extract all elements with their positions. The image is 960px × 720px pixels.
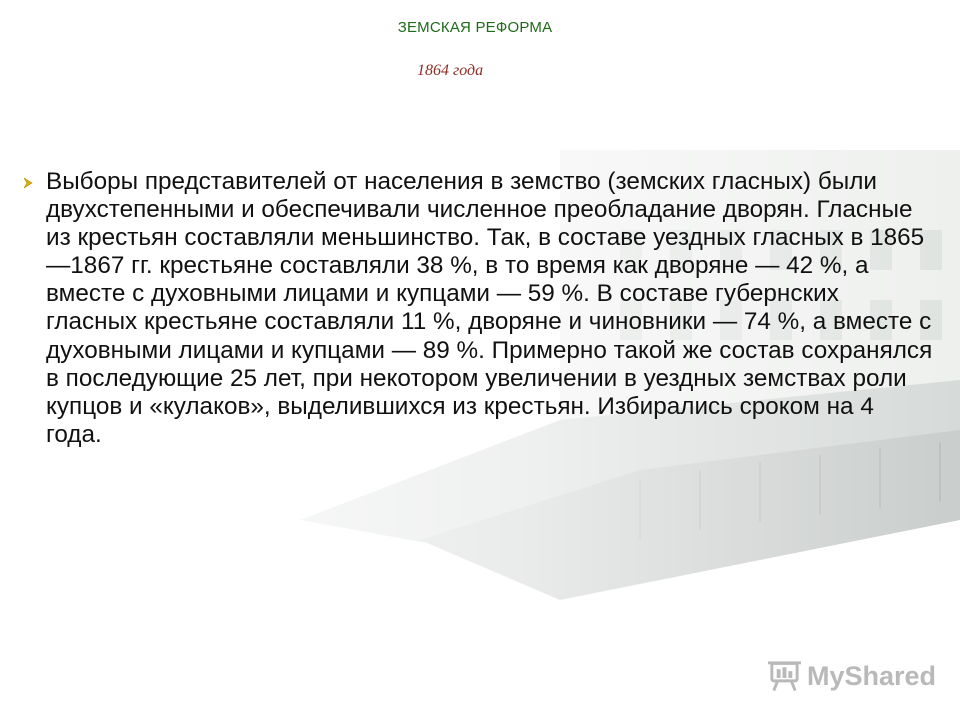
projector-screen-icon — [766, 659, 803, 693]
watermark-text: MyShared — [806, 660, 936, 691]
watermark — [766, 656, 936, 696]
slide-title: ЗЕМСКАЯ РЕФОРМА — [397, 19, 553, 36]
arrow-bullet-icon — [22, 176, 36, 190]
slide-body-text: Выборы представителей от населения в земство (земских гласных) были двухстепенными и обеспечивали численное преобладание дворян. Гласные из крестьян составляли меньшинство. Так, в составе уездных гласных в 1865—1867 гг. крестьяне составляли 38 %, в то время как дворяне — 42 %, а вместе с духовными лицами и купцами — 59 %. В составе губернских гласных крестьяне составляли 11 %, дворяне и чиновники — 74 %, а вместе с духовными лицами и купцами — 89 %. Примерно такой же состав сохранялся в последующие 25 лет, при некотором увеличении в уездных земствах роли купцов и «кулаков», выделившихся из крестьян. Избирались сроком на 4 года. — [46, 168, 933, 448]
slide-subtitle: 1864 года — [417, 62, 484, 79]
